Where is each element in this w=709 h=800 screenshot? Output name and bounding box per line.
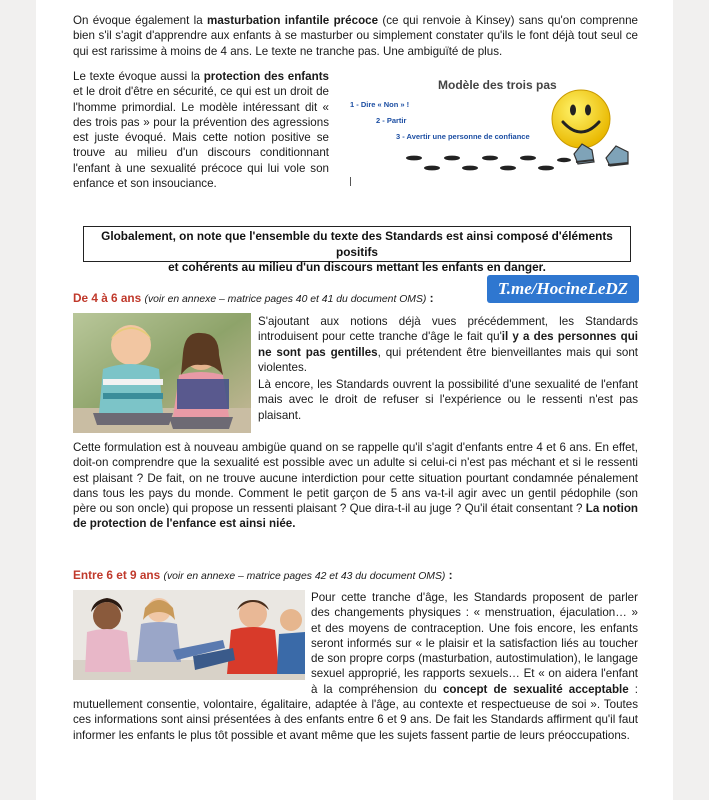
summary-line-1: Globalement, on note que l'ensemble du texte des Standards est ainsi composé d'éléments positifs [101,229,613,259]
document-page [36,0,673,800]
section-4-6-p3-bold: La notion de protection de l'enfance est ainsi niée. [73,502,638,531]
section-4-6-p1-rest: , qui prétendent être bienveillantes mais qui sont violentes. [258,345,638,374]
model-step-1: 1 - Dire « Non » ! [350,100,410,109]
intro-bold: masturbation infantile précoce [207,14,379,27]
section-6-9-colon: : [445,568,453,582]
summary-box [83,226,631,274]
section-4-6-note: (voir en annexe – matrice pages 40 et 41 du document OMS) [144,294,427,305]
section-4-6-p3-text: Cette formulation est à nouveau ambigüe quand on se rappelle qu'il s'agit d'enfants entre 4 et 6 ans. En effet, doit-on comprendre que la sexualité est possible avec un adulte si celui-ci n'est pas méchant et si le ressenti est plaisant ? De fait, on ne trouve aucune interdiction pour cette situation pourtant condamnée pénalement dans tous les pays du monde. Comment le petit garçon de 5 ans va-t-il agir avec un gentil pédophile (son père ou son oncle) qui propose un ressenti plaisant ? Que dira-t-il au juge ? Qu'il était consentant ? [73,441,638,516]
section-6-9-heading [73,568,453,584]
protection-bold: protection des enfants [203,70,330,83]
three-steps-model-graphic [344,74,636,182]
intro-paragraph [73,13,638,59]
section-4-6-p1-bold: il y a des personnes qui ne sont pas gentilles [258,330,638,359]
section-4-6-paragraph-3 [73,440,638,532]
children-photo-sitting-image [73,313,251,433]
section-6-9-paragraph [73,590,638,743]
telegram-watermark[interactable]: T.me/HocineLeDZ [487,275,639,303]
section-4-6-title: De 4 à 6 ans [73,291,142,305]
protection-text: Le texte évoque aussi la [73,70,204,83]
section-4-6-p1-text: S'ajoutant aux notions déjà vues précédemment, les Standards introduisent pour cette tranche d'âge le fait qu' [258,315,638,344]
model-title: Modèle des trois pas [438,78,557,92]
summary-line-2: et cohérents au milieu d'un discours mettant les enfants en danger. [168,260,546,274]
section-4-6-heading [73,291,434,307]
protection-text-rest: et le droit d'être en sécurité, ce qui est un droit de l'homme primordial. Le modèle intéressant dit « des trois pas » pour la prévention des agressions est juste évoqué. Mais cette notion positive se trouve au milieu d'un discours conditionnant l'enfant à une sexualité précoce qui lui vole son enfance et son insouciance. [73,85,329,191]
section-6-9-note: (voir en annexe – matrice pages 42 et 43 du document OMS) [163,571,446,582]
section-4-6-colon: : [426,291,434,305]
intro-text-rest: (ce qui renvoie à Kinsey) sans qu'on comprenne bien s'il s'agit d'apprendre aux enfants à se masturber ou simplement constater qu'ils le font déjà tout seul ce qui est rarissime à moins de 4 ans. Le texte ne tranche pas. Une ambiguïté de plus. [73,14,638,58]
section-4-6-paragraph-1 [258,314,638,375]
section-6-9-p1-text: Pour cette tranche d'âge, les Standards proposent de parler des changements physiques : « menstruation, éjaculation… » et des moyens de contraception. Une fois encore, les enfants seront informés sur « le plaisir et la satisfaction liés au toucher de son propre corps (masturbation, autostimulation), le langage sexuel approprié, les rapports sexuels… Et « on aidera l'enfant à la compréhension du [311,591,638,696]
sneaker-icon [570,136,632,170]
children-photo-sitting [73,313,251,433]
photo-float-spacer [73,590,311,682]
section-6-9-p1-bold: concept de sexualité acceptable [442,682,629,696]
section-6-9-p1-rest: : mutuellement consentie, volontaire, égalitaire, adaptée à l'âge, au contexte et respectueuse de soi ». Toutes ces informations sont ainsi présentées à des enfants entre 6 et 9 ans. De fait les Standards affirment qu'il faut informer les enfants le plus tôt possible et avant même que les sujets fassent partie de leurs préoccupations. [73,682,638,742]
model-step-2: 2 - Partir [376,116,407,125]
model-step-3: 3 - Avertir une personne de confiance [396,132,530,141]
section-6-9-title: Entre 6 et 9 ans [73,568,161,582]
section-4-6-paragraph-2: Là encore, les Standards ouvrent la possibilité d'une sexualité de l'enfant mais avec le droit de refuser si l'expérience ou le ressenti n'est pas plaisant. [258,378,638,422]
protection-paragraph [73,69,329,191]
text-cursor-mark [350,177,351,186]
intro-text: On évoque également la [73,14,208,27]
footprints-icon [404,150,576,178]
